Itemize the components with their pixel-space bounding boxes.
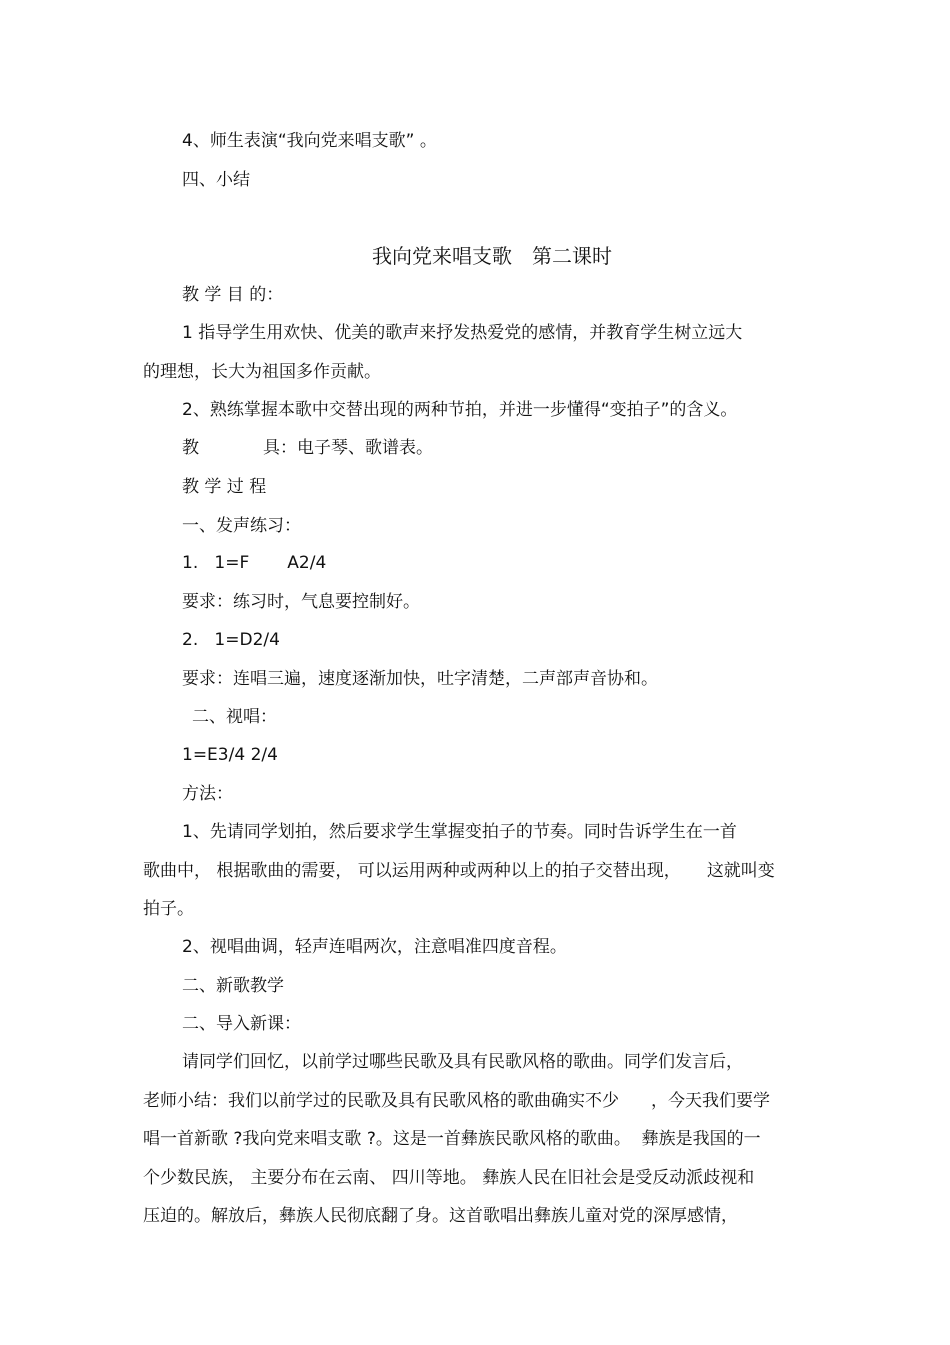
text-fragment: 老师小结：我们以前学过的民歌及具有民歌风格的歌曲确实不少	[143, 1091, 619, 1111]
text-line	[182, 436, 433, 460]
section-heading: 一、发声练习：	[182, 516, 301, 536]
text-line: 1、先请同学划拍，然后要求学生掌握变拍子的节奏。同时告诉学生在一首	[182, 822, 737, 842]
page-title: 我向党来唱支歌 第二课时	[372, 244, 612, 268]
text-line: 拍子。	[143, 899, 194, 919]
section-heading: 二、导入新课：	[182, 1014, 301, 1034]
text-line: 唱一首新歌 ?我向党来唱支歌 ?。这是一首彝族民歌风格的歌曲。 彝族是我国的一	[143, 1129, 761, 1149]
section-heading: 二、新歌教学	[182, 976, 284, 996]
text-fragment: 这就叫变	[706, 861, 775, 881]
section-heading: 四、小结	[182, 170, 250, 190]
section-heading: 二、视唱：	[192, 707, 277, 727]
text-line: 2、视唱曲调，轻声连唱两次，注意唱准四度音程。	[182, 937, 567, 957]
text-line: 的理想，长大为祖国多作贡献。	[143, 362, 381, 382]
text-line: 方法：	[182, 784, 233, 804]
text-line: 个少数民族， 主要分布在云南、 四川等地。 彝族人民在旧社会是受反动派歧视和	[143, 1168, 755, 1188]
text-fragment: 教	[182, 438, 199, 458]
text-line: 2. 1=D2/4	[182, 630, 280, 650]
text-line: 要求：练习时，气息要控制好。	[182, 592, 420, 612]
text-line: 4、师生表演“我向党来唱支歌” 。	[182, 131, 437, 151]
section-heading: 教 学 过 程	[182, 477, 267, 497]
text-line: 2、熟练掌握本歌中交替出现的两种节拍，并进一步懂得“变拍子”的含义。	[182, 400, 738, 420]
text-line	[143, 1089, 770, 1113]
text-fragment: 1. 1=F	[182, 553, 250, 573]
section-heading: 教 学 目 的：	[182, 285, 284, 305]
text-line: 1=E3/4 2/4	[182, 745, 278, 765]
text-fragment: 歌曲中， 根据歌曲的需要， 可以运用两种或两种以上的拍子交替出现，	[143, 861, 681, 881]
text-fragment: 具：电子琴、歌谱表。	[263, 438, 433, 458]
text-line: 请同学们回忆，以前学过哪些民歌及具有民歌风格的歌曲。同学们发言后，	[182, 1052, 743, 1072]
text-fragment: ，今天我们要学	[651, 1091, 770, 1111]
text-line: 要求：连唱三遍，速度逐渐加快，吐字清楚，二声部声音协和。	[182, 669, 658, 689]
text-line	[182, 551, 326, 575]
text-line	[143, 859, 775, 883]
text-fragment: A2/4	[287, 553, 327, 573]
text-line: 压迫的。解放后，彝族人民彻底翻了身。这首歌唱出彝族儿童对党的深厚感情，	[143, 1206, 738, 1226]
text-line: 1 指导学生用欢快、优美的歌声来抒发热爱党的感情，并教育学生树立远大	[182, 323, 743, 343]
